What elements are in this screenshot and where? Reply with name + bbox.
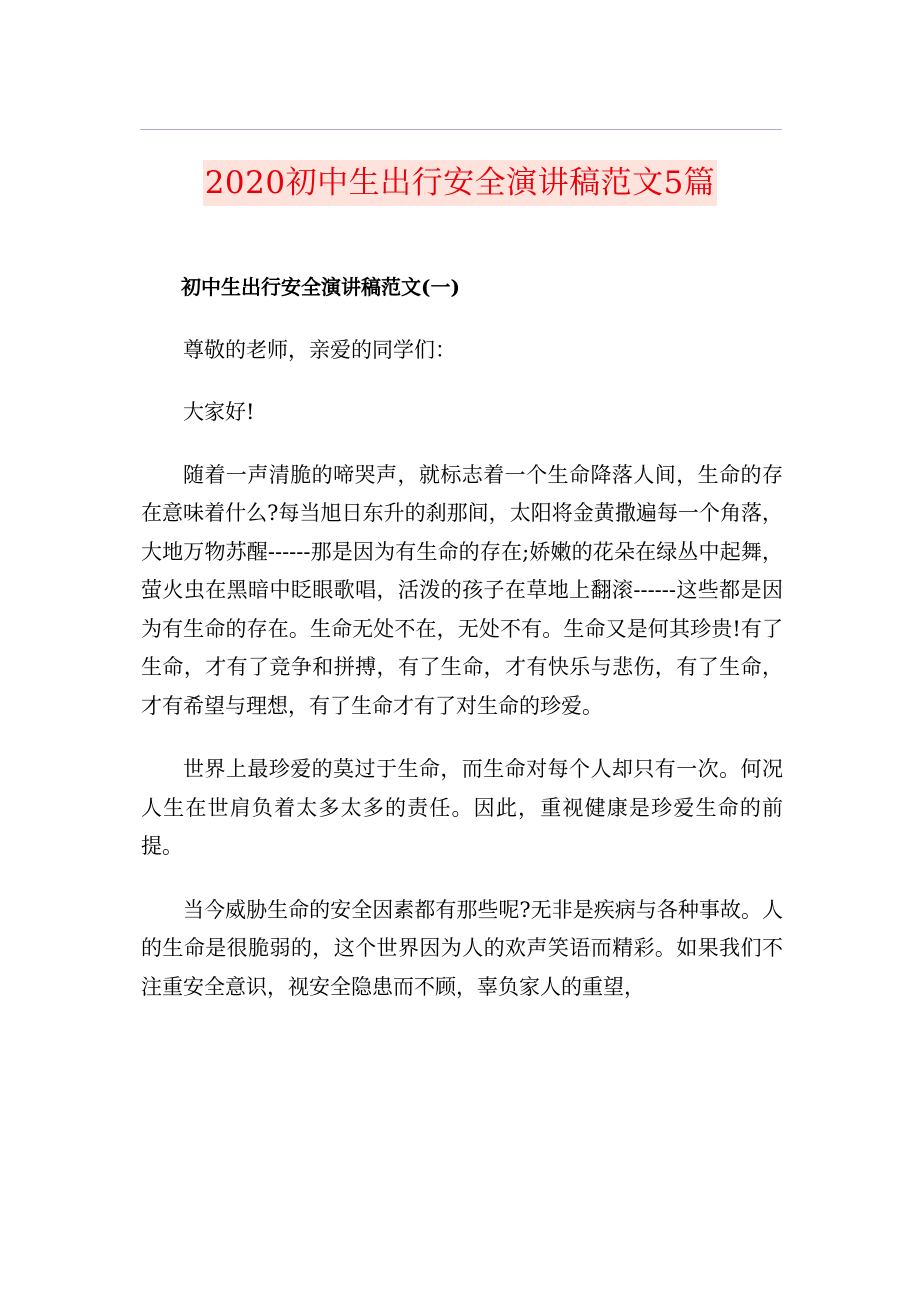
greeting: 大家好! <box>183 400 255 424</box>
title-container <box>0 160 920 206</box>
section-heading: 初中生出行安全演讲稿范文(一) <box>181 275 460 299</box>
body-paragraph-3: 当今威胁生命的安全因素都有那些呢?无非是疾病与各种事故。人的生命是很脆弱的，这个世界因为人的欢声笑语而精彩。如果我们不注重安全意识，视安全隐患而不顾，辜负家人的重望， <box>141 897 783 999</box>
salutation: 尊敬的老师，亲爱的同学们： <box>183 337 456 362</box>
body-paragraph-1: 随着一声清脆的啼哭声，就标志着一个生命降落人间，生命的存在意味着什么?每当旭日东升的刹那间，太阳将金黄撒遍每一个角落，大地万物苏醒------那是因为有生命的存在;娇嫩的花朵在绿丛中起舞，萤火虫在黑暗中眨眼歌唱，活泼的孩子在草地上翻滚------这些都是因为有生命的存在。生命无处不在，无处不有。生命又是何其珍贵!有了生命，才有了竞争和拼搏，有了生命，才有快乐与悲伤，有了生命，才有希望与理想，有了生命才有了对生命的珍爱。 <box>141 462 783 718</box>
document-body <box>141 268 783 1006</box>
document-title: 2020初中生出行安全演讲稿范文5篇 <box>203 160 718 206</box>
body-paragraph-2: 世界上最珍爱的莫过于生命，而生命对每个人却只有一次。何况人生在世肩负着太多太多的责任。因此，重视健康是珍爱生命的前提。 <box>141 757 783 858</box>
header-rule <box>140 129 782 130</box>
